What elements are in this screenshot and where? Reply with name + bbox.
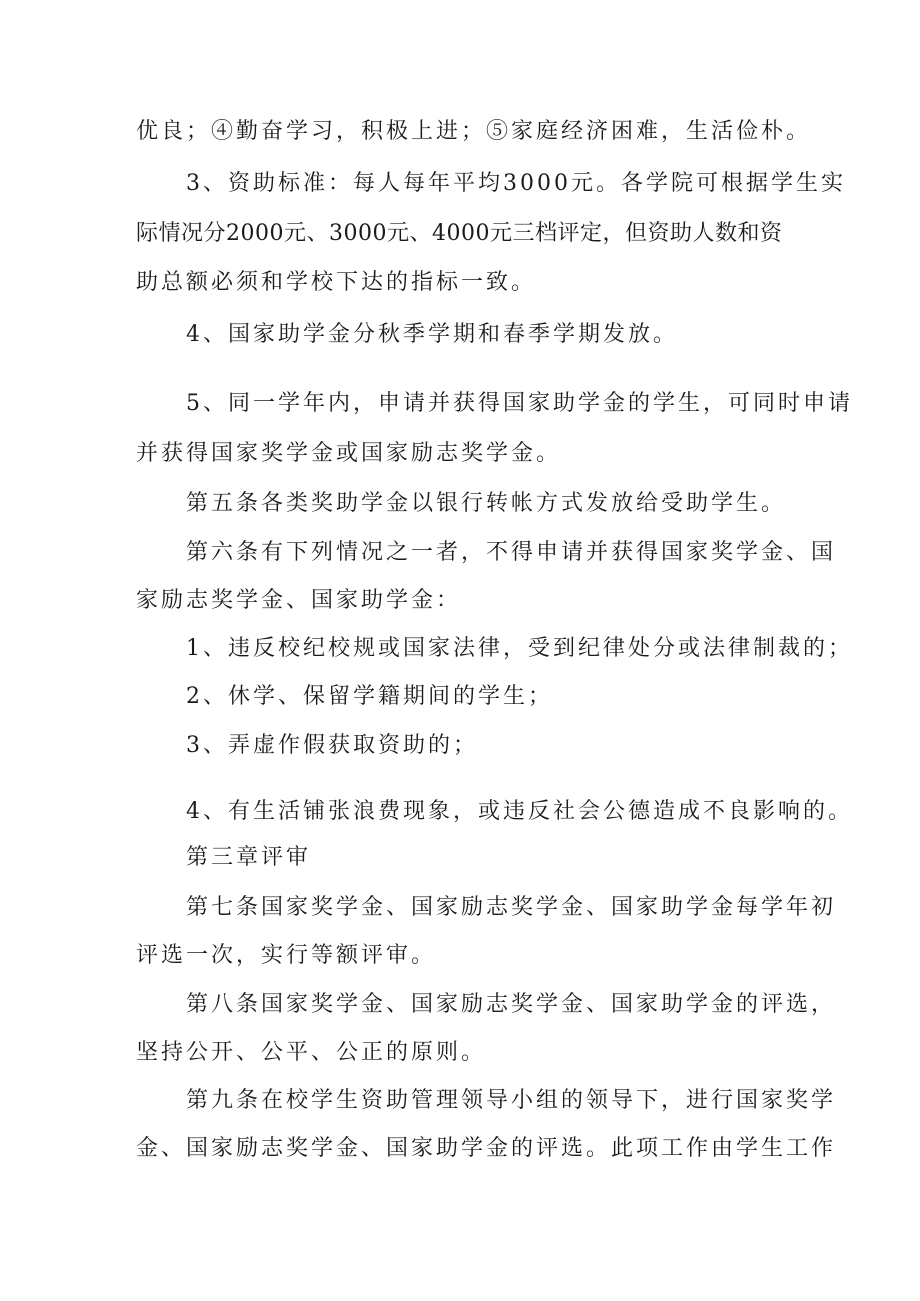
paragraph-line: 坚持公开、公平、公正的原则。 — [136, 1040, 487, 1065]
paragraph-line: 4、有生活铺张浪费现象，或违反社会公德造成不良影响的。 — [186, 799, 853, 824]
paragraph-line: 5、同一学年内，申请并获得国家助学金的学生，可同时申请 — [186, 391, 853, 416]
paragraph-line: 第六条有下列情况之一者，不得申请并获得国家奖学金、国 — [186, 540, 837, 565]
paragraph-line: 助总额必须和学校下达的指标一致。 — [136, 270, 537, 295]
paragraph-line: 评选一次，实行等额评审。 — [136, 943, 437, 968]
paragraph-line: 优良；④勤奋学习，积极上进；⑤家庭经济困难，生活俭朴。 — [136, 119, 812, 144]
paragraph-line: 第七条国家奖学金、国家励志奖学金、国家助学金每学年初 — [186, 895, 837, 920]
paragraph-line: 并获得国家奖学金或国家励志奖学金。 — [136, 441, 562, 466]
paragraph-line: 第五条各类奖助学金以银行转帐方式发放给受助学生。 — [186, 491, 787, 516]
paragraph-line: 3、资助标准：每人每年平均3000元。各学院可根据学生实 — [186, 171, 846, 196]
chapter-heading: 第三章评审 — [186, 845, 312, 870]
paragraph-line: 3、弄虚作假获取资助的； — [186, 733, 478, 758]
paragraph-line: 际情况分2000元、3000元、4000元三档评定，但资助人数和资 — [136, 221, 783, 246]
paragraph-line: 第八条国家奖学金、国家励志奖学金、国家助学金的评选， — [186, 992, 837, 1017]
paragraph-line: 4、国家助学金分秋季学期和春季学期发放。 — [186, 322, 678, 347]
paragraph-line: 家励志奖学金、国家助学金： — [136, 588, 462, 613]
paragraph-line: 第九条在校学生资助管理领导小组的领导下，进行国家奖学 — [186, 1088, 837, 1113]
paragraph-line: 2、休学、保留学籍期间的学生； — [186, 684, 553, 709]
paragraph-line: 金、国家励志奖学金、国家助学金的评选。此项工作由学生工作 — [136, 1136, 837, 1161]
paragraph-line: 1、违反校纪校规或国家法律，受到纪律处分或法律制裁的； — [186, 636, 853, 661]
